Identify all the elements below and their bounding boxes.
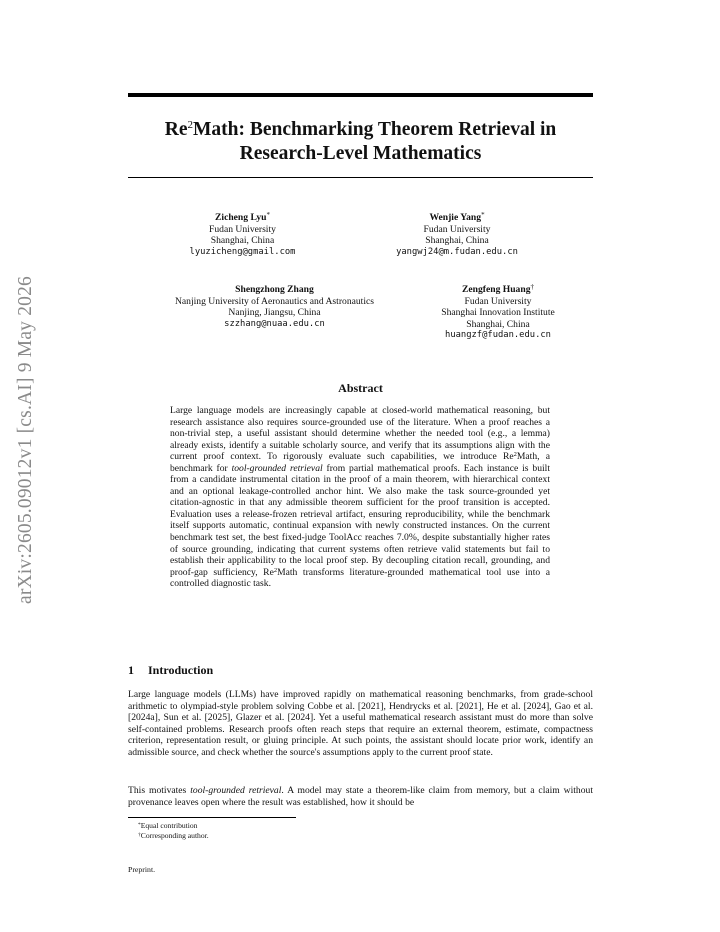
footnote: *Equal contribution bbox=[138, 821, 198, 830]
author-email: szzhang@nuaa.edu.cn bbox=[224, 318, 325, 329]
author-affiliation: Fudan University bbox=[209, 223, 276, 235]
author-email: yangwj24@m.fudan.edu.cn bbox=[396, 246, 518, 257]
section-heading: 1 Introduction bbox=[128, 663, 214, 677]
body-paragraph: Large language models (LLMs) have improved rapidly on mathematical reasoning benchmarks, from grade-school arithmetic to olympiad-style problem solving Cobbe et al. [2021], Hendrycks et al. [2021], He et al. [2024], Gao et al. [2024a], Sun et al. [2025], Glazer et al. [2024]. Yet a useful mathematical research assistant must do more than solve self-contained problems. Research proofs often reach steps that require an external theorem, estimate, compactness criterion, representation result, or gluing principle. At such points, the assistant should locate prior work, identify an admissible source, and check whether the source's assumptions apply to the current proof state. bbox=[128, 689, 593, 758]
author-affiliation: Shanghai Innovation Institute bbox=[441, 307, 555, 319]
author-affiliation: Nanjing University of Aeronautics and Astronautics bbox=[174, 295, 375, 307]
author-block bbox=[170, 212, 315, 258]
body-paragraph: This motivates tool-grounded retrieval. A model may state a theorem-like claim from memory, but a claim without provenance leaves open where the result was established, how it should be bbox=[128, 785, 593, 808]
author-email: lyuzicheng@gmail.com bbox=[189, 246, 296, 257]
author-affiliation: Shanghai, China bbox=[466, 318, 530, 330]
author-affiliation: Shanghai, China bbox=[210, 235, 275, 247]
footnote: †Corresponding author. bbox=[138, 831, 209, 840]
title-top-rule bbox=[128, 93, 593, 97]
author-name: Zengfeng Huang† bbox=[461, 283, 534, 295]
author-name: Zicheng Lyu* bbox=[215, 211, 270, 223]
author-affiliation: Fudan University bbox=[464, 295, 532, 307]
author-affiliation: Fudan University bbox=[423, 223, 491, 235]
preprint-footer: Preprint. bbox=[128, 865, 156, 874]
author-affiliation: Nanjing, Jiangsu, China bbox=[228, 307, 321, 319]
footnote-rule bbox=[128, 817, 296, 818]
author-name: Wenjie Yang* bbox=[429, 211, 485, 223]
abstract-heading: Abstract bbox=[338, 381, 383, 395]
title-bottom-rule bbox=[128, 177, 593, 178]
paper-title: Re$^2$Math: Benchmarking Theorem Retrieval in Research-Level Mathematics bbox=[164, 119, 557, 164]
author-name: Shengzhong Zhang bbox=[235, 284, 314, 295]
arxiv-identifier: arXiv:2605.09012v1 [cs.AI] 9 May 2026 bbox=[15, 275, 36, 605]
author-email: huangzf@fudan.edu.cn bbox=[445, 330, 551, 341]
author-block bbox=[372, 212, 542, 258]
abstract-text: Large language models are increasingly capable at closed-world mathematical reasoning, but research assistance also requires source-grounded use of the literature. When a proof reaches a non-trivial step, a useful assistant should determine whether the needed tool (e.g., a lemma) already exists, identify a suitable scholarly source, and verify that its assumptions align with the current proof context. To rigorously evaluate such capabilities, we introduce Re$^2$Math, a benchmark for tool-grounded retrieval from partial mathematical proofs. Each instance is built from a candidate instrumental citation in the proof of a main theorem, with hierarchical context and an optional leakage-controlled anchor hint. We also make the task source-grounded yet citation-agnostic in that any admissible theorem sufficient for the proof transition is accepted. Evaluation uses a release-frozen retrieval artifact, ensuring reproducibility, while the benchmark itself supports automatic, continual expansion with newly constructed instances. On the current benchmark test set, the best fixed-judge ToolAcc reaches 7.0%, despite substantially higher rates of source grounding, indicating that current systems often retrieve valid statements but fail to establish their applicability to the local proof step. By decoupling citation recall, grounding, and proof-gap sufficiency, Re$^2$Math transforms literature-grounded mathematical tool use into a controlled diagnostic task. bbox=[170, 405, 550, 590]
author-block bbox=[146, 284, 403, 330]
author-affiliation: Shanghai, China bbox=[425, 235, 489, 247]
author-block bbox=[418, 284, 578, 342]
